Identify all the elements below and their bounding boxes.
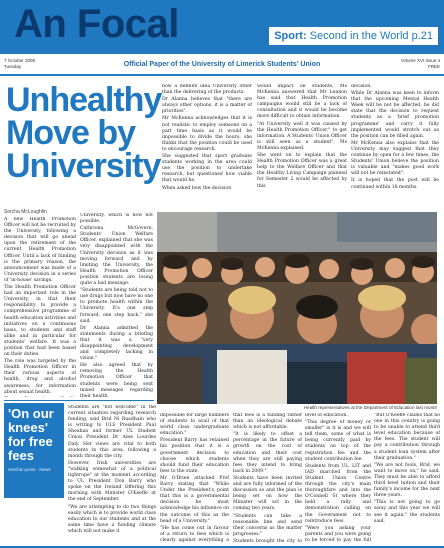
promo-text: Second in the World p.21 [309,30,433,42]
section-divider [4,400,154,401]
article-column-bottom-3: that fees is a funding rather than an ideological debate which is not affordable. "It is likely to offset a percentage in the future of growth on the cost of education and their cost when they are still paying fees they intend to bring back in 2009." Students have been invited and are fully informed of the discussion so and the plan is being set on how the Minister will act in the coming two years. "Students can take a reasonable line and send their concerns as the matter progresses." Students brought the city to [233,413,302,543]
article-column-left-1: A new Health Promotion Officer will not be recruited by the University, following a decision that will go ahead upon the retirement of the current Health Promotion Officer. Until a lack of funding is the primary reason, the announcement was made of a University decision in a series of 'in-house' savings. The Health Promotion Officer had an important role in the University, in that their responsibility to provide a comprehensive programme of health education activities and initiatives on a continuous basis, to students and staff alike and in particular for students' welfare. It was a position that had been based on their duties. The role was targeted by the Health Promotion Officer in their various aspects of health, drug and alcohol awareness; for information about sexual health. [4,217,76,395]
sport-promo[interactable] [269,27,438,45]
feature-headline: 'On our knees' for free fees [8,406,54,463]
article-column-top-3: decision. While Dr Alanna was keen to inform that the upcoming Mental Health Week will be not be affected, he did state that the decision to request students as a 'brief promotion programme' and carry it fully implemented would stretch out as the position can be filled again. Mr McKenna also explains that the University may suggest that they continue by open for a few times, the Students' Union believe the position is valuable and "makes good work will not be reinstated". It is hoped that the post will be continued within 18 months. [351,84,439,190]
main-headline[interactable]: Unhealthy Move by University [6,81,162,185]
free-fees-feature-box[interactable] [4,403,64,498]
paper-tagline: Official Paper of the University of Limerick Students' Union [123,61,321,68]
photo-caption: Health representatives at the Department of Education last month [303,405,437,410]
article-column-top-2: would impact on students, Ms McKenna answered that Mr Lennon has said that Health Promotion campaigns would still be a lack of consultation and it would be become more difficult to obtain information. "At University well it was caused by the Health Promotion Officer," to get information. A Students' Union Officer is still seen as a student", Ms McKenna explained. She went on to explain that the Health Promotion Officer was a great help to the Welfare Officer and that the Healthy Living Campaign planned for Semester 2 would be affected by this [257,84,347,189]
article-byline: Sorcha McLoughlin [4,209,47,215]
article-column-top-1: now a definite idea University other than the delivering of the products. Dr Alanna believes that "there are always other options, it is a matter of priorities". Mr McKenna acknowledges that it is not realistic to employ someone on a part time basis as it would be impossible to divide the hours; she thinks that the position could be used to encourage research. She suggested that sport graduate students working in the area could use the position to undertake research, but questioned how viable that would be. When asked how the decision [162,84,252,191]
protest-crowd-photo [157,212,437,404]
article-column-bottom-1: Students are "not welcome" in the current situation regarding research funding, said Brid Ni Ruadhain who is writing to ULS President Paul Sheahan and former UL Student Union President Dr Aine Lourdes Daly. Her views are vital to both students in this area, following a month through the city. However, Irish universities are "walking somewhat of a political tightrope" at the moment according to UL President Don Barry who spoke on the Ireland Offering this morning with Minister O'Keeffe at the end of September. "We are attempting to do two things easily which is to provide world class education to our students and at the same time have a funding climate which will not make it [68,405,156,534]
article-column-left-2: University, which is now not possible. Cathriona McGovern, Students' Union Welfare Officer, explained that she was very disappointed with the University decision as it was moving forward and by limiting the University, the Health Promotion Officer position students are losing quite a bad message. "Students are being told not to use drugs but now have no one to promote health within the University. It's one step forward, one step back," she said. Dr Alanna admitted the statements during a briefing that it was a "very disappointing development and completely lacking in vision." He also agreed that by removing the Health Promotion Officer that students were being sent mixed messages regarding their health. [80,213,153,397]
masthead-title: An Focal [14,2,179,46]
article-column-bottom-5: "But O'Keeffe claims that no one in this country is going to be unable to attend third level education because of the fees. The student will pay a contribution through a student loan system after their graduation." "We are not fools, Brid, we want to move on," he said. They must be able to afford third level tuition and their family's income for the next three years. "This is not going to go away and this year we will see it again," the students said. [374,413,440,524]
issue-date: 7 October 2008 Tuesday [4,58,36,69]
article-column-bottom-4: level of education. "This degree of money or smaller" is it is and we will tell them, some of what is being currently paid by students on top of the registration fee and the student contribution fee. Students from UL, LIT and IAD marched from the Student Union Centre through the city's main thoroughfare and into the O'Connell St where they held a rally and demonstration calling on the Government not to reintroduce fees. "Were you asking your parents and you were going to be forced to pay the full [305,413,371,543]
masthead [0,0,444,54]
article-column-bottom-2: impossible for large numbers of students to avail of that world class undergraduate education." President Barry has retained his position that it is a government decision to choose which students should fund their education fees to the state. Mr O'Brien attacked Prof Barry stating that "While Under the President's point that this is a governmental decision he must acknowledge his influence on the outcome of this as the head of a University." "He has come out in favour of a return to fees which is clearly against everything a [160,413,229,543]
feature-byline: Sorcha Lyons · News [8,467,51,472]
crowd-illustration [157,212,437,404]
dateline [0,56,444,76]
issue-number: Volume XVI Issue 4 FREE [400,58,440,69]
promo-label: Sport: [274,30,307,42]
